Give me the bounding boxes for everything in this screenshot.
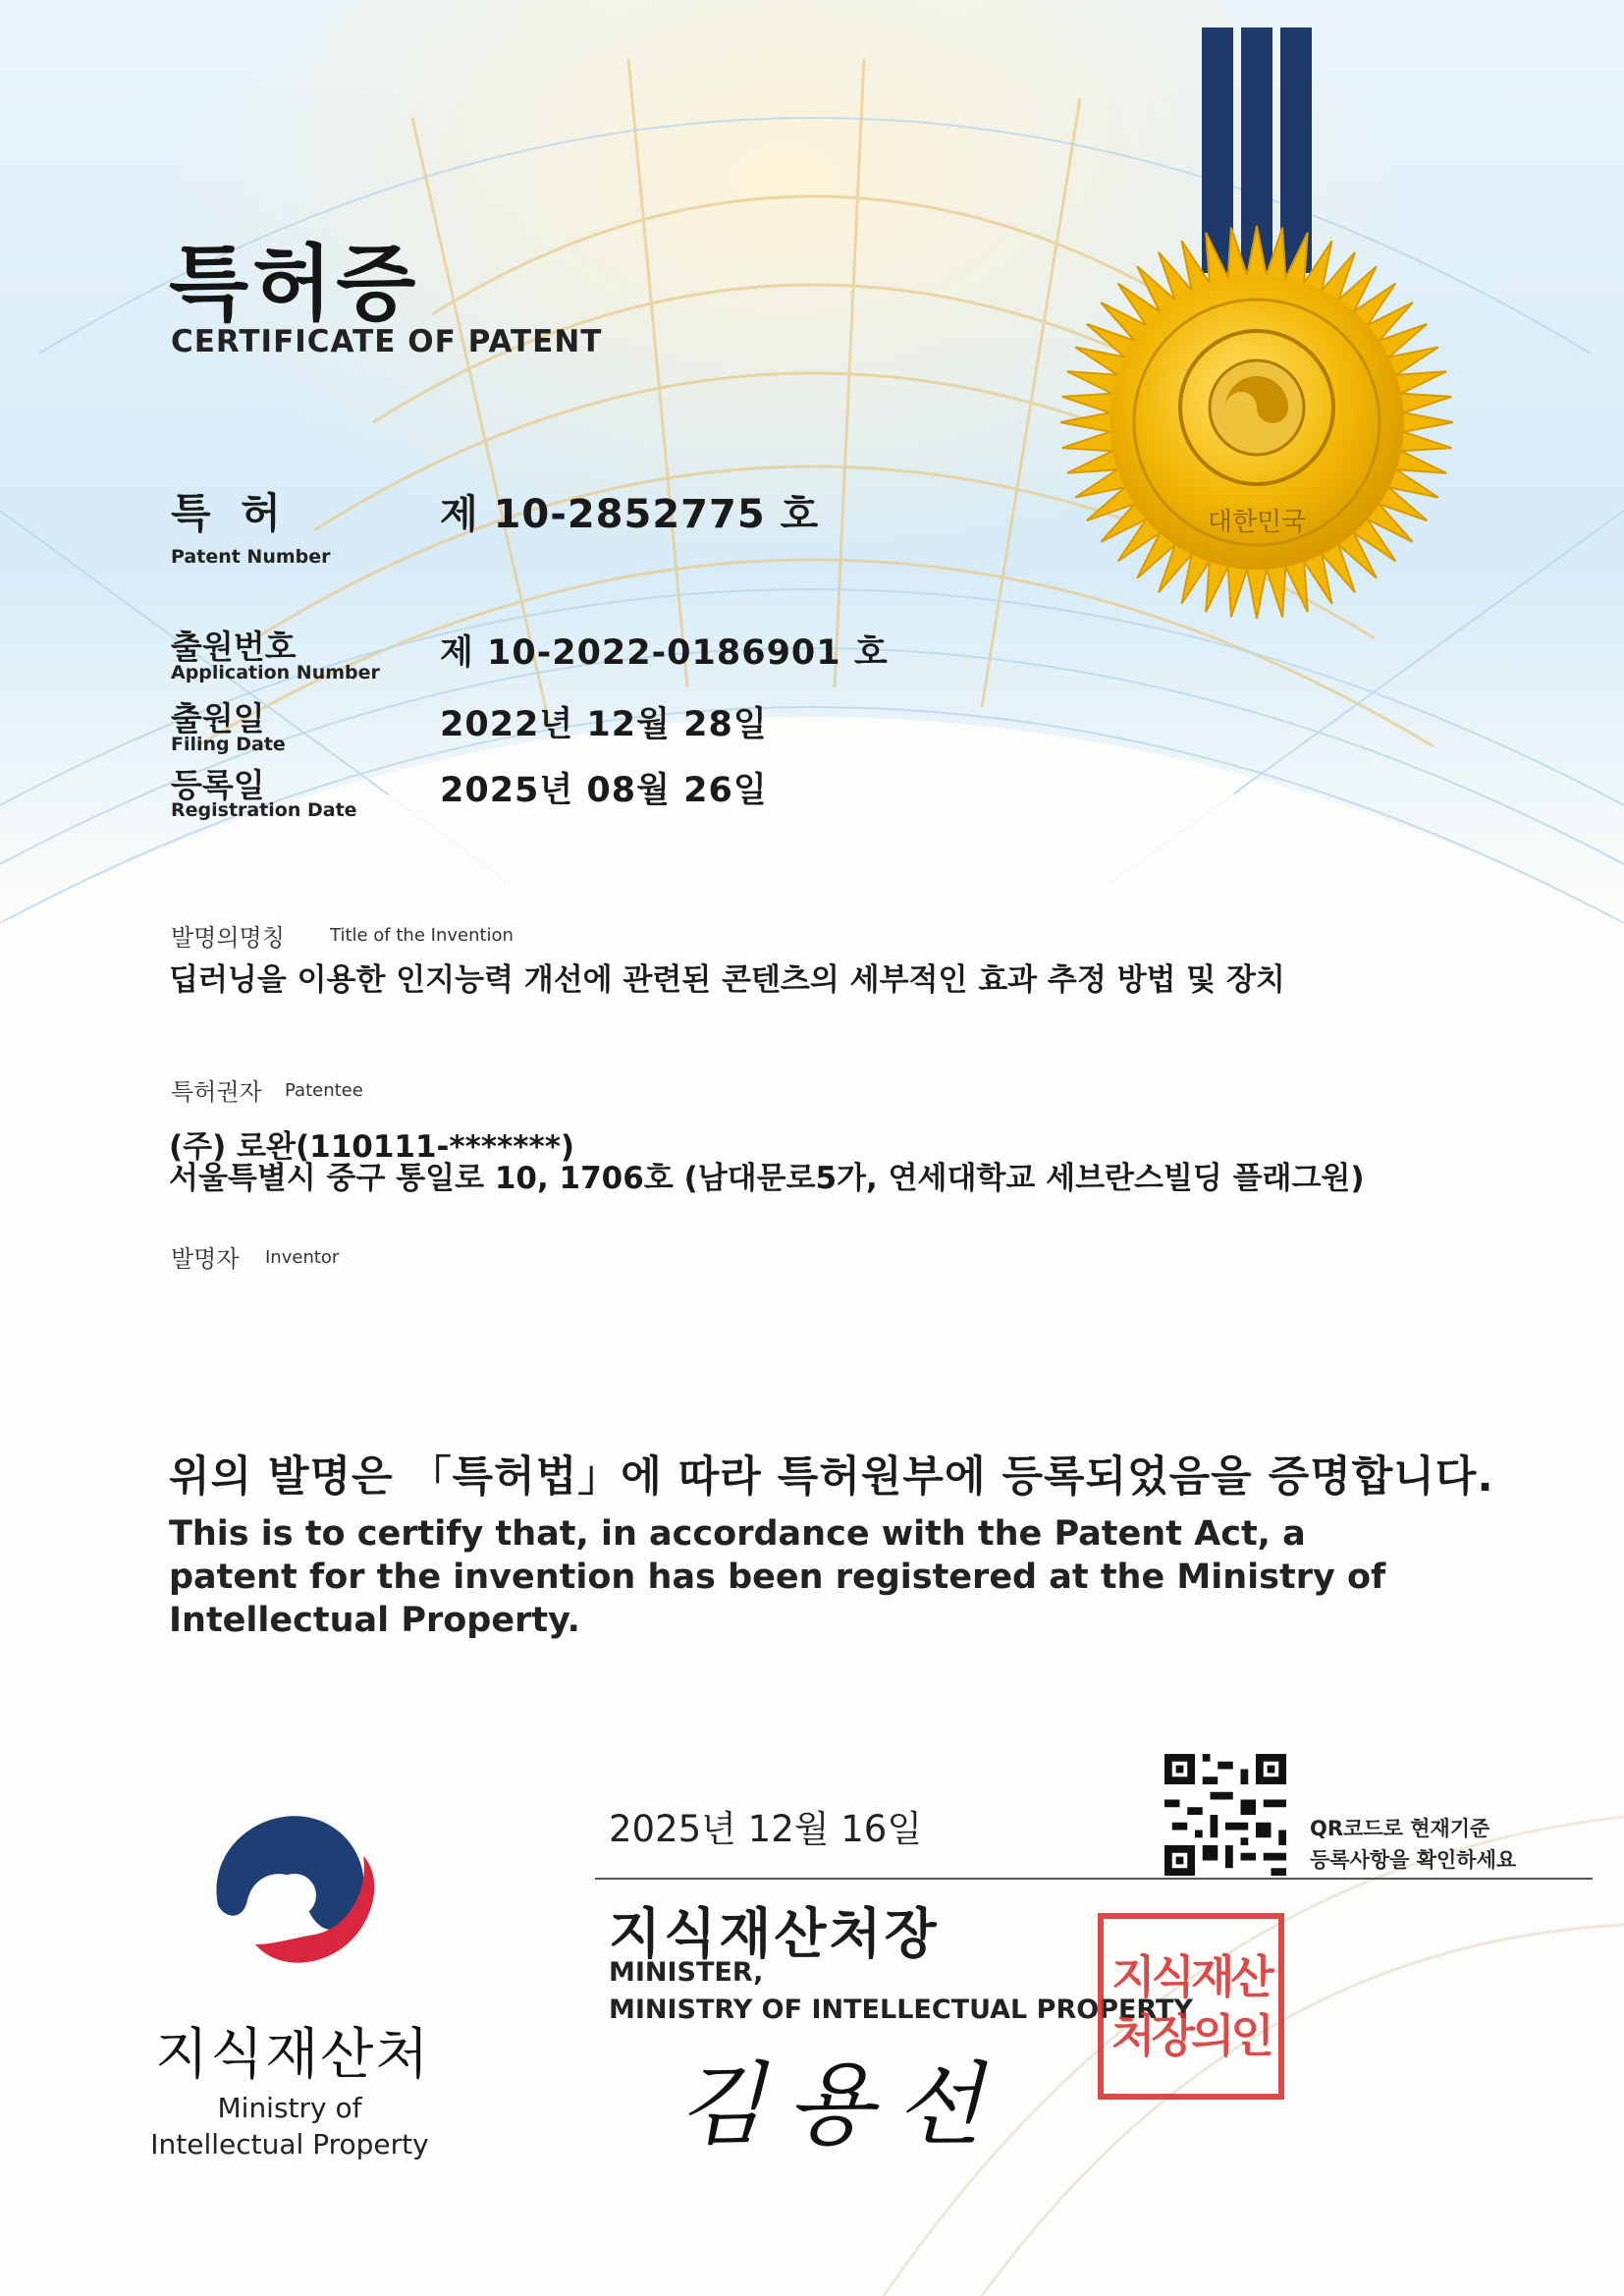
qr-code-icon[interactable] [1163,1754,1288,1876]
patent-number-label-en: Patent Number [171,546,331,568]
ministry-name-en-line1: Ministry of [217,2092,362,2124]
qr-instruction-line2: 등록사항을 확인하세요 [1310,1848,1517,1872]
official-stamp [1098,1913,1284,2100]
ministry-name-en [147,2090,432,2162]
invention-label-en: Title of the Invention [330,925,514,946]
registration-date-value: 2025년 08월 26일 [440,771,768,810]
patent-number-value: 제 10-2852775 호 [440,492,820,537]
certificate-title-en: CERTIFICATE OF PATENT [171,324,603,359]
filing-date-label-ko: 출원일 [171,699,265,738]
patentee-address: 서울특별시 중구 통일로 10, 1706호 (남대문로5가, 연세대학교 세브란스빌딩 플래그원) [169,1161,1365,1196]
divider [595,1878,1593,1880]
patentee-label-en: Patentee [285,1080,363,1101]
certification-statement-ko: 위의 발명은 「특허법」에 따라 특허원부에 등록되었음을 증명합니다. [169,1452,1494,1502]
application-number-value: 제 10-2022-0186901 호 [440,633,889,673]
registration-date-label-ko: 등록일 [171,766,265,804]
invention-title: 딥러닝을 이용한 인지능력 개선에 관련된 콘텐츠의 세부적인 효과 추정 방법 및 장치 [169,962,1285,998]
minister-title-ko: 지식재산처장 [609,1902,940,1965]
certificate-title-ko: 특허증 [169,236,420,332]
application-number-label-ko: 출원번호 [171,628,297,666]
stamp-line2: 처장의인 [1111,2009,1271,2062]
invention-label-ko: 발명의명칭 [171,924,285,952]
stamp-line1: 지식재산 [1111,1950,1271,2003]
issue-date: 2025년 12월 16일 [609,1808,923,1850]
patent-number-label-ko: 특 허 [171,489,289,537]
ministry-name-ko: 지식재산처 [155,2023,431,2087]
patentee-label-ko: 특허권자 [171,1078,262,1106]
certification-statement-en: This is to certify that, in accordance with the Patent Act, a patent for the invention has been registered at the Ministry of Intellectual Property. [169,1514,1386,1640]
registration-date-label-en: Registration Date [171,799,357,821]
qr-instruction [1310,1813,1516,1876]
application-number-label-en: Application Number [171,662,380,683]
inventor-label-ko: 발명자 [171,1245,240,1273]
ministry-name-en-line2: Intellectual Property [150,2128,429,2160]
inventor-label-en: Inventor [265,1247,340,1268]
qr-instruction-line1: QR코드로 현재기준 [1310,1817,1490,1840]
minister-signature: 김용선 [677,2052,1004,2158]
minister-title-en-line2: MINISTRY OF INTELLECTUAL PROPERTY [609,1995,1193,2025]
filing-date-label-en: Filing Date [171,734,286,755]
filing-date-value: 2022년 12월 28일 [440,705,768,744]
patentee-name: (주) 로완(110111-*******) [169,1129,575,1165]
ministry-logo-icon [196,1797,393,1994]
seal-text: 대한민국 [1207,508,1307,537]
minister-title-en-line1: MINISTER, [609,1957,764,1988]
